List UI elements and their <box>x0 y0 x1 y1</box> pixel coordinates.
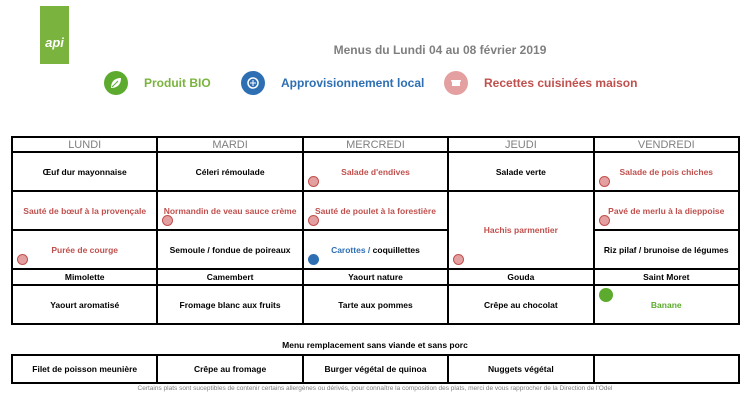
leaf-icon <box>104 71 128 95</box>
menu-cell: Salade d'endives <box>303 152 448 191</box>
menu-cell: Yaourt nature <box>303 269 448 285</box>
menu-cell: Carottes / coquillettes <box>303 230 448 269</box>
homemade-icon <box>599 215 610 226</box>
homemade-icon <box>162 215 173 226</box>
menu-cell: Sauté de poulet à la forestière <box>303 191 448 230</box>
local-supply-icon <box>241 71 265 95</box>
menu-cell: Pavé de merlu à la dieppoise <box>594 191 739 230</box>
api-logo: api <box>40 6 69 64</box>
leaf-icon <box>599 288 613 302</box>
legend-bio: Produit BIO <box>104 70 211 96</box>
menu-cell: Semoule / fondue de poireaux <box>157 230 302 269</box>
menu-cell: Gouda <box>448 269 593 285</box>
menu-cell: Fromage blanc aux fruits <box>157 285 302 324</box>
menu-cell: Crêpe au chocolat <box>448 285 593 324</box>
homemade-icon <box>599 176 610 187</box>
homemade-icon <box>17 254 28 265</box>
cooking-pot-icon <box>444 71 468 95</box>
legend-local: Approvisionnement local <box>241 70 424 96</box>
page-title: Menus du Lundi 04 au 08 février 2019 <box>333 43 547 57</box>
menu-cell: Salade de pois chiches <box>594 152 739 191</box>
alt-menu-cell: Burger végétal de quinoa <box>303 355 448 383</box>
menu-cell: Œuf dur mayonnaise <box>12 152 157 191</box>
day-header: MARDI <box>157 137 302 152</box>
legend-homemade: Recettes cuisinées maison <box>444 70 637 96</box>
menu-cell: Purée de courge <box>12 230 157 269</box>
menu-cell: Céleri rémoulade <box>157 152 302 191</box>
menu-cell: Mimolette <box>12 269 157 285</box>
weekly-menu-table <box>11 136 740 325</box>
alt-menu-cell: Crêpe au fromage <box>157 355 302 383</box>
menu-cell: Riz pilaf / brunoise de légumes <box>594 230 739 269</box>
day-header: VENDREDI <box>594 137 739 152</box>
homemade-icon <box>308 215 319 226</box>
menu-cell: Normandin de veau sauce crème <box>157 191 302 230</box>
menu-cell: Sauté de bœuf à la provençale <box>12 191 157 230</box>
alternative-menu-table <box>11 354 740 384</box>
day-header: LUNDI <box>12 137 157 152</box>
homemade-icon <box>453 254 464 265</box>
homemade-icon <box>308 176 319 187</box>
menu-cell: Saint Moret <box>594 269 739 285</box>
alternative-menu-title: Menu remplacement sans viande et sans porc <box>282 340 468 350</box>
menu-cell: Yaourt aromatisé <box>12 285 157 324</box>
menu-cell: Salade verte <box>448 152 593 191</box>
local-supply-icon <box>308 254 319 265</box>
alt-menu-cell <box>594 355 739 383</box>
allergen-notice: Certains plats sont suceptibles de contenir certains allergènes ou dérivés, pour connaître la composition des plats, merci de vous rapprocher de la Direction de l'Odel <box>137 385 613 392</box>
menu-cell: Camembert <box>157 269 302 285</box>
alt-menu-cell: Nuggets végétal <box>448 355 593 383</box>
day-header: JEUDI <box>448 137 593 152</box>
menu-cell: Banane <box>594 285 739 324</box>
menu-cell: Tarte aux pommes <box>303 285 448 324</box>
menu-cell: Hachis parmentier <box>448 191 593 269</box>
alt-menu-cell: Filet de poisson meunière <box>12 355 157 383</box>
day-header: MERCREDI <box>303 137 448 152</box>
